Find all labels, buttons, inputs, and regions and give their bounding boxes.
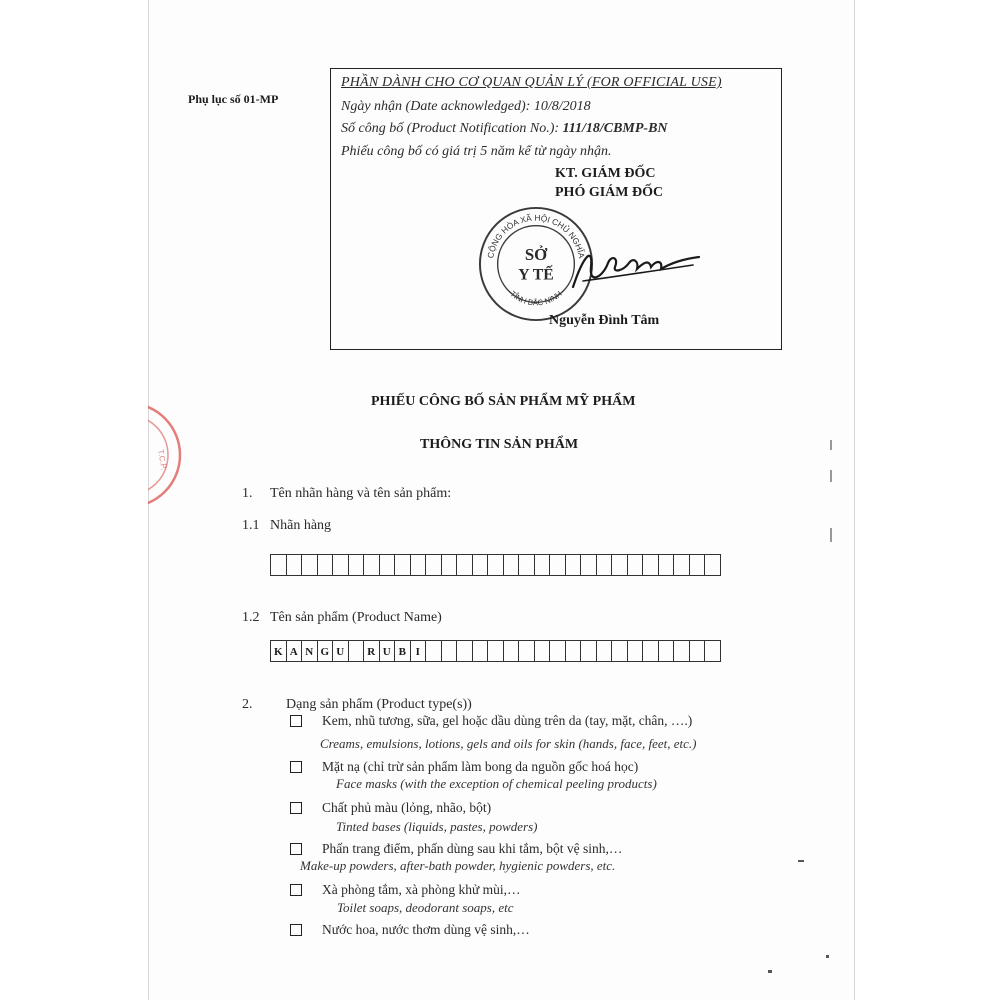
section-1 [242, 486, 451, 502]
product-grid-cell[interactable] [349, 641, 365, 661]
product-grid-cell[interactable] [705, 641, 721, 661]
brand-grid-cell[interactable] [411, 555, 427, 575]
stamp-ring-top: CỘNG HÒA XÃ HỘI CHỦ NGHĨA [485, 212, 587, 259]
section-1-label: Tên nhãn hàng và tên sản phẩm: [270, 486, 452, 501]
brand-grid-cell[interactable] [287, 555, 303, 575]
brand-grid-cell[interactable] [581, 555, 597, 575]
product-grid-cell[interactable]: K [271, 641, 287, 661]
product-grid-cell[interactable] [628, 641, 644, 661]
product-type-label-en: Face masks (with the exception of chemical peeling products) [336, 776, 657, 791]
section-2 [242, 697, 472, 713]
notification-number: 111/18/CBMP-BN [562, 121, 668, 136]
stamp-center-line-1: SỞ [524, 245, 548, 265]
brand-grid-cell[interactable] [333, 555, 349, 575]
product-type-label-vi: Mặt nạ (chỉ trừ sản phẩm làm bong da nguồn gốc hoá học) [322, 759, 639, 774]
product-grid-cell[interactable] [442, 641, 458, 661]
product-grid-cell[interactable] [674, 641, 690, 661]
checkbox[interactable] [290, 761, 302, 773]
product-grid-cell[interactable] [581, 641, 597, 661]
product-type-option[interactable] [290, 882, 521, 898]
brand-grid-cell[interactable] [659, 555, 675, 575]
product-grid-cell[interactable] [535, 641, 551, 661]
product-grid-cell[interactable]: N [302, 641, 318, 661]
checkbox[interactable] [290, 924, 302, 936]
brand-grid-cell[interactable] [705, 555, 721, 575]
product-grid-cell[interactable] [597, 641, 613, 661]
product-grid-cell[interactable]: U [380, 641, 396, 661]
product-type-label-vi: Kem, nhũ tương, sữa, gel hoặc dầu dùng trên da (tay, mặt, chân, ….) [322, 713, 693, 728]
product-type-label-vi: Chất phủ màu (lỏng, nhão, bột) [322, 800, 492, 815]
brand-grid-cell[interactable] [473, 555, 489, 575]
product-type-option[interactable] [290, 922, 530, 938]
product-type-option[interactable] [290, 759, 638, 775]
section-1-2-number: 1.2 [242, 610, 260, 625]
section-1-2-label: Tên sản phẩm (Product Name) [270, 610, 442, 625]
brand-grid-cell[interactable] [426, 555, 442, 575]
product-grid-cell[interactable] [550, 641, 566, 661]
section-1-1-label: Nhãn hàng [270, 518, 332, 533]
signer-role-1: KT. GIÁM ĐỐC [555, 166, 656, 181]
product-grid-cell[interactable]: U [333, 641, 349, 661]
product-grid-cell[interactable] [612, 641, 628, 661]
product-type-option[interactable] [290, 800, 491, 816]
checkbox[interactable] [290, 884, 302, 896]
product-grid-cell[interactable] [488, 641, 504, 661]
section-1-number: 1. [242, 486, 253, 501]
product-type-label-vi: Nước hoa, nước thơm dùng vệ sinh,… [322, 922, 530, 937]
brand-grid-cell[interactable] [612, 555, 628, 575]
product-type-label-en: Make-up powders, after-bath powder, hygienic powders, etc. [300, 858, 616, 873]
brand-grid-cell[interactable] [643, 555, 659, 575]
product-grid-cell[interactable]: A [287, 641, 303, 661]
brand-grid-cell[interactable] [349, 555, 365, 575]
brand-name-grid[interactable] [270, 554, 721, 576]
product-type-label-en: Creams, emulsions, lotions, gels and oils for skin (hands, face, feet, etc.) [320, 736, 697, 751]
product-type-label-en: Toilet soaps, deodorant soaps, etc [337, 900, 514, 915]
brand-grid-cell[interactable] [519, 555, 535, 575]
checkbox[interactable] [290, 715, 302, 727]
section-2-number: 2. [242, 697, 253, 712]
product-grid-cell[interactable] [643, 641, 659, 661]
notification-prefix: Số công bố (Product Notification No.): [341, 121, 563, 136]
product-grid-cell[interactable] [690, 641, 706, 661]
product-type-label-vi: Xà phòng tắm, xà phòng khử mùi,… [322, 882, 521, 897]
product-grid-cell[interactable] [426, 641, 442, 661]
brand-grid-cell[interactable] [488, 555, 504, 575]
notification-number-line [341, 121, 668, 137]
product-grid-cell[interactable] [457, 641, 473, 661]
brand-grid-cell[interactable] [318, 555, 334, 575]
stamp-center-line-2: Y TẾ [518, 266, 554, 284]
date-acknowledged: Ngày nhận (Date acknowledged): 10/8/2018 [341, 99, 591, 114]
checkbox[interactable] [290, 843, 302, 855]
section-1-2 [242, 610, 442, 626]
brand-grid-cell[interactable] [628, 555, 644, 575]
product-type-label-vi: Phấn trang điểm, phấn dùng sau khi tắm, bột vệ sinh,… [322, 841, 623, 856]
brand-grid-cell[interactable] [504, 555, 520, 575]
brand-grid-cell[interactable] [566, 555, 582, 575]
official-use-title: PHẦN DÀNH CHO CƠ QUAN QUẢN LÝ (FOR OFFICIAL USE) [341, 75, 722, 90]
appendix-label: Phụ lục số 01-MP [188, 92, 279, 106]
product-type-option[interactable] [290, 713, 692, 729]
product-grid-cell[interactable] [519, 641, 535, 661]
brand-grid-cell[interactable] [395, 555, 411, 575]
product-grid-cell[interactable]: R [364, 641, 380, 661]
product-grid-cell[interactable]: I [411, 641, 427, 661]
brand-grid-cell[interactable] [597, 555, 613, 575]
brand-grid-cell[interactable] [380, 555, 396, 575]
brand-grid-cell[interactable] [442, 555, 458, 575]
product-grid-cell[interactable] [659, 641, 675, 661]
product-grid-cell[interactable] [566, 641, 582, 661]
signer-role-2: PHÓ GIÁM ĐỐC [555, 185, 664, 200]
checkbox[interactable] [290, 802, 302, 814]
product-type-option[interactable] [290, 841, 622, 857]
handwritten-signature [553, 237, 703, 297]
product-grid-cell[interactable]: G [318, 641, 334, 661]
validity-note: Phiếu công bố có giá trị 5 năm kể từ ngày nhận. [341, 144, 612, 159]
brand-grid-cell[interactable] [302, 555, 318, 575]
brand-grid-cell[interactable] [271, 555, 287, 575]
brand-grid-cell[interactable] [535, 555, 551, 575]
signer-name: Nguyễn Đình Tâm [549, 313, 660, 328]
product-grid-cell[interactable]: B [395, 641, 411, 661]
product-name-grid[interactable] [270, 640, 721, 662]
svg-text:T.C.P.: T.C.P. [156, 448, 169, 471]
official-use-box [330, 68, 782, 350]
stamp-ring-bottom: TỈNH BẮC NINH [508, 289, 564, 308]
product-grid-cell[interactable] [473, 641, 489, 661]
section-title: THÔNG TIN SẢN PHẨM [420, 437, 579, 452]
form-title: PHIẾU CÔNG BỐ SẢN PHẨM MỸ PHẨM [371, 394, 636, 409]
product-grid-cell[interactable] [504, 641, 520, 661]
brand-grid-cell[interactable] [457, 555, 473, 575]
brand-grid-cell[interactable] [550, 555, 566, 575]
section-1-1 [242, 518, 331, 534]
section-1-1-number: 1.1 [242, 518, 260, 533]
section-2-label: Dạng sản phẩm (Product type(s)) [286, 697, 472, 712]
brand-grid-cell[interactable] [364, 555, 380, 575]
red-seal-fragment [148, 400, 188, 510]
brand-grid-cell[interactable] [690, 555, 706, 575]
product-type-label-en: Tinted bases (liquids, pastes, powders) [336, 819, 538, 834]
brand-grid-cell[interactable] [674, 555, 690, 575]
